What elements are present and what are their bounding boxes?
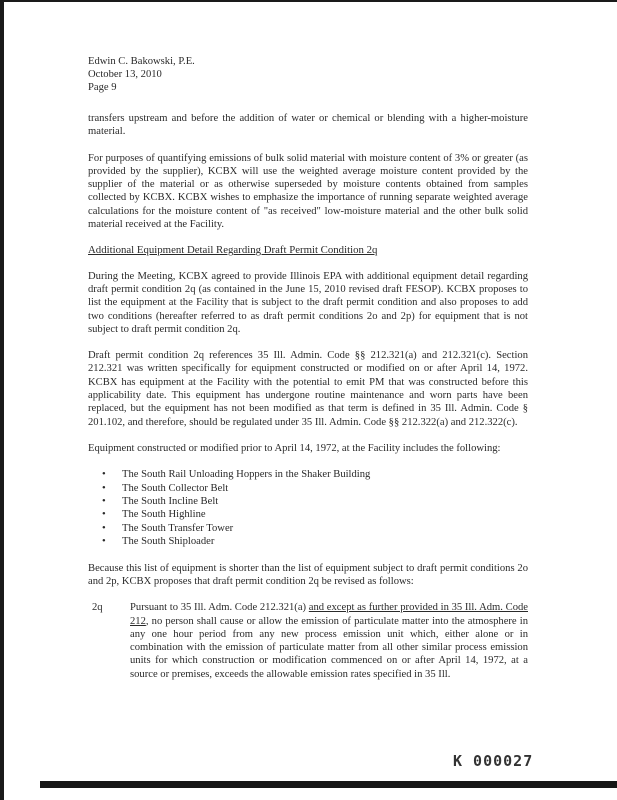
condition-number: 2q — [92, 602, 103, 614]
paragraph-continuation: transfers upstream and before the addition of water or chemical or blending with a higher-moisture material. — [88, 113, 528, 138]
list-item: • The South Incline Belt — [122, 495, 528, 508]
list-item: • The South Collector Belt — [122, 482, 528, 495]
list-item: • The South Rail Unloading Hoppers in the Shaker Building — [122, 468, 528, 481]
page-number: Page 9 — [88, 82, 117, 93]
bates-number: K 000027 — [453, 752, 534, 770]
paragraph-revision: Because this list of equipment is shorter than the list of equipment subject to draft permit conditions 2o and 2p, KCBX proposes that draft permit condition 2q be revised as follows: — [88, 562, 528, 587]
condition-text-before: Pursuant to 35 Ill. Adm. Code 212.321(a) — [130, 602, 309, 614]
condition-text — [122, 601, 528, 681]
recipient-name: Edwin C. Bakowski, P.E. — [88, 56, 195, 67]
list-item: • The South Transfer Tower — [122, 522, 528, 535]
scan-edge-bottom — [40, 781, 617, 788]
equipment-list — [88, 468, 528, 548]
proposed-condition — [88, 601, 528, 681]
list-item: • The South Shiploader — [122, 535, 528, 548]
paragraph-equipment-intro: Equipment constructed or modified prior to April 14, 1972, at the Facility includes the following: — [88, 442, 501, 454]
letter-header — [88, 55, 528, 94]
letter-page — [88, 55, 528, 681]
paragraph-moisture: For purposes of quantifying emissions of bulk solid material with moisture content of 3% or greater (as provided by the supplier), KCBX will use the weighted average moisture content provided by the supplier of the material or as otherwise superseded by moisture contents obtained from samples collected by KCBX. KCBX wishes to emphasize the importance of running separate weighted average calculations for the moisture content of "as received" low-moisture material and the other bulk solid material received at the Facility. — [88, 152, 528, 231]
list-item: • The South Highline — [122, 508, 528, 521]
scan-edge-left — [0, 0, 4, 800]
paragraph-condition-2q: Draft permit condition 2q references 35 Ill. Admin. Code §§ 212.321(a) and 212.321(c). Section 212.321 was written specifically for equipment constructed or modified on or after April 14, 1972. KCBX has equipment at the Facility with the potential to emit PM that was constructed before this applicability date. This equipment has undergone routine maintenance and worn parts have been replaced, but the equipment has not been modified as that term is defined in 35 Ill. Admin. Code § 201.102, and therefore, should be regulated under 35 Ill. Admin. Code §§ 212.322(a) and 212.322(c). — [88, 350, 528, 428]
condition-text-underlined: and except as further provided in 35 Ill. Adm. Code 212 — [130, 602, 528, 627]
paragraph-meeting: During the Meeting, KCBX agreed to provide Illinois EPA with additional equipment detail regarding draft permit condition 2q (as contained in the June 15, 2010 revised draft FESOP). KCBX proposes to list the equipment at the Facility that is subject to the draft permit condition and also proposes to add two conditions (hereafter referred to as draft permit conditions 2o and 2p) for equipment that is not subject to draft permit condition 2q. — [88, 270, 528, 335]
condition-text-after: , no person shall cause or allow the emission of particulate matter into the atmosphere in any one hour period from any new process emission unit which, either alone or in combination with the emission of particulate matter from all other similar process emission units for which construction or modification commenced on or after April 14, 1972, at a source or premises, exceeds the allowable emission rates specified in 35 Ill. — [130, 615, 528, 680]
scan-edge-top — [0, 0, 617, 2]
letter-date: October 13, 2010 — [88, 69, 162, 80]
section-heading: Additional Equipment Detail Regarding Draft Permit Condition 2q — [88, 244, 378, 257]
